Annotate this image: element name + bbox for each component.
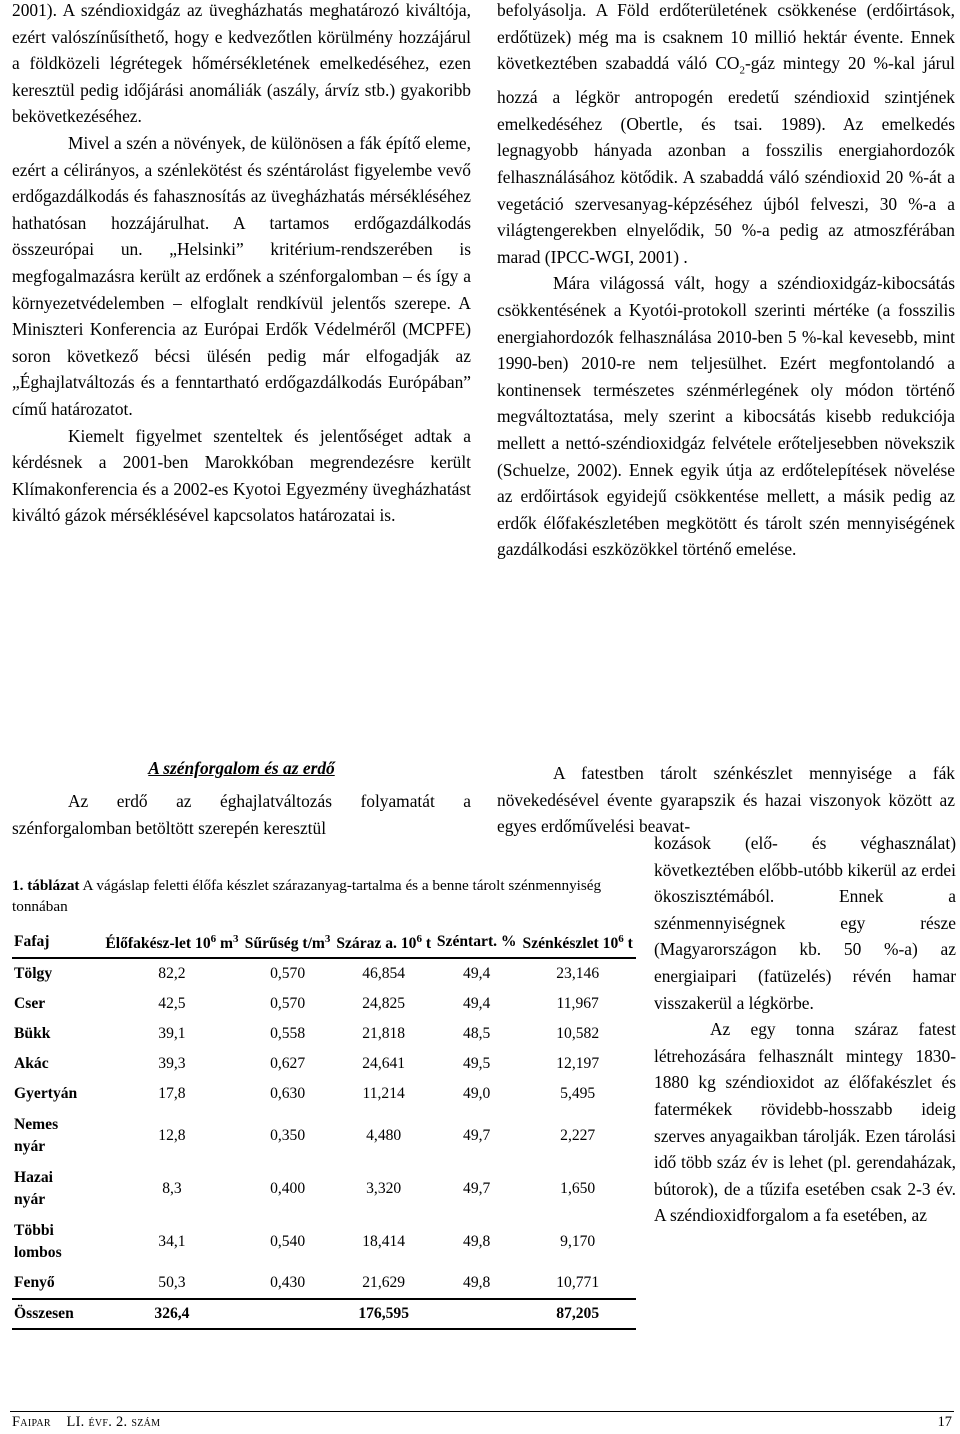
data-table — [12, 926, 636, 1330]
table-row — [12, 1215, 636, 1268]
table-caption-text: A vágáslap feletti élőfa készlet szárazanyag-tartalma és a benne tárolt szénmennyiség tonnában — [12, 877, 602, 915]
table-body — [12, 958, 636, 1329]
table-cell: 17,8 — [158, 1085, 186, 1103]
table-cell: 11,214 — [362, 1085, 405, 1103]
table-cell: 10,582 — [556, 1025, 600, 1043]
co2-subscript: 2 — [739, 64, 745, 77]
paragraph-right-1-part-b: -gáz mintegy 20 %-kal járul hozzá a légkör antropogén eredetű széndioxid szintjének emelkedéséhez (Obertle, és tsai. 1989). Az emelkedés legnagyobb hányada azonban a fosszilis energiahordozók felhasználásához kötődik. A szabaddá váló széndioxid 20 %-át a vegetáció szervesanyag-képzéséhez újból felveszi, 30 %-a a világtengerekben elnyelődik, 50 %-a pedig az atmoszférában marad (IPCC-WGI, 2001) . — [497, 53, 955, 267]
table-cell: 3,320 — [366, 1179, 402, 1197]
header-fafaj: Fafaj — [14, 933, 50, 951]
header-szaraz-sup: 6 — [416, 933, 422, 945]
table-cell-species: Nemes nyár — [14, 1115, 59, 1155]
header-elofa-unit-sup: 3 — [233, 933, 239, 945]
right-column-narrow-text — [654, 830, 956, 1229]
right-column-text — [497, 0, 955, 563]
header-suruseg-sup: 3 — [324, 933, 331, 945]
table-header-row — [12, 926, 636, 958]
table-cell: 0,627 — [270, 1055, 306, 1073]
table-cell: 21,629 — [362, 1274, 406, 1292]
header-szenkeszlet-text: Szénkészlet 10 — [522, 935, 619, 953]
header-szaraz-text: Száraz a. 10 — [336, 935, 417, 953]
header-szaraz-unit: t — [421, 935, 432, 953]
header-elofa-unit: m — [216, 935, 234, 953]
table-cell: 0,570 — [270, 995, 306, 1013]
table-cell: 50,3 — [158, 1274, 186, 1292]
table-cell: 12,8 — [158, 1126, 186, 1144]
table-cell: 42,5 — [158, 995, 186, 1013]
table-cell: 49,7 — [463, 1179, 491, 1197]
paragraph-right-1-part-a: befolyásolja. A Föld erdőterületének csökkenése (erdőirtások, erdőtüzek) még ma is csaknem 10 millió hektár évente. Ennek következtében szabaddá váló CO — [497, 0, 955, 74]
table-cell: 24,641 — [362, 1055, 406, 1073]
table-cell: 49,7 — [463, 1126, 491, 1144]
table-cell: 46,854 — [362, 965, 406, 983]
table-cell: 23,146 — [556, 965, 600, 983]
header-szenkeszlet — [519, 926, 636, 958]
table-cell-species: Gyertyán — [14, 1085, 78, 1103]
table-cell: 12,197 — [556, 1055, 600, 1073]
table-cell: 39,1 — [158, 1025, 186, 1043]
table-cell: 0,570 — [270, 965, 306, 983]
table-cell: 1,650 — [560, 1179, 596, 1197]
paragraph-right-1 — [497, 0, 955, 270]
table-cell: 4,480 — [366, 1126, 402, 1144]
paragraph-left-4: Az erdő az éghajlatváltozás folyamatát a szénforgalomban betöltött szerepén keresztül — [12, 791, 471, 838]
table-cell: 21,818 — [362, 1025, 406, 1043]
table-cell: 8,3 — [162, 1179, 182, 1197]
header-suruseg — [242, 926, 333, 958]
table-cell: 49,0 — [463, 1085, 491, 1103]
table-caption — [12, 875, 632, 917]
table-row — [12, 1079, 636, 1109]
paragraph-right-4: Az egy tonna száraz fatest létrehozására felhasznált mintegy 1830-1880 kg széndioxidot az élőfakészlet és fatermékek rövidebb-hosszabb ideig szerves anyagaikban tárolják. Ezen tárolási idő több száz év is lehet (pl. gerendaházak, bútorok), de a tűzifa esetében csak 2-3 év. A széndioxidforgalom a fa esetében, az — [654, 1019, 956, 1226]
table-cell: 176,595 — [358, 1305, 410, 1323]
table-cell — [434, 1299, 519, 1329]
header-elofa-sup: 6 — [210, 933, 217, 945]
paragraph-left-1: 2001). A széndioxidgáz az üvegházhatás meghatározó kiváltója, ezért valószínűsíthető, hogy e kedvezőtlen körülmény hozzájárul a földközeli légrétegek hőmérsékletének emelkedéséhez, ezen keresztül pedig időjárási anomáliák (aszály, árvíz stb.) gyakoribb bekövetkezéséhez. — [12, 0, 471, 127]
table-cell-species: Fenyő — [14, 1274, 55, 1292]
footer-journal-info — [12, 1414, 160, 1431]
table-cell: 49,4 — [463, 965, 491, 983]
table-cell: 0,558 — [270, 1025, 306, 1043]
table-cell: 87,205 — [556, 1305, 600, 1323]
table-cell: 0,540 — [270, 1232, 306, 1250]
table-cell: 82,2 — [158, 965, 186, 983]
header-elofa — [102, 926, 242, 958]
table-cell: 24,825 — [362, 995, 406, 1013]
table-cell: 34,1 — [158, 1232, 186, 1250]
paragraph-left-2: Mivel a szén a növények, de különösen a fák építő eleme, ezért a célirányos, a szénlekötést és széntárolást figyelembe vevő erdőgazdálkodás és fahasznosítás az üvegházhatás mérsékléséhez hathatósan hozzájárulhat. A tartamos erdőgazdálkodás összeurópai un. „Helsinki” kritérium-rendszerében is megfogalmazásra került az erdőnek a szénforgalomban – és így a környezetvédelemben – elfoglalt rendkívül jelentős szerepe. A Miniszteri Konferencia az Európai Erdők Védelméről (MCPFE) soron következő bécsi ülésén pedig már elfogadják az „Éghajlatváltozás és a fenntartható erdőgazdálkodás Európában” című határozatot. — [12, 132, 471, 419]
table-cell: 0,430 — [270, 1274, 306, 1292]
table-cell-species: Hazai nyár — [14, 1168, 53, 1208]
header-szenkeszlet-sup: 6 — [618, 933, 624, 945]
table-cell: 9,170 — [560, 1232, 596, 1250]
page-number: 17 — [937, 1414, 952, 1430]
table-cell: 0,630 — [270, 1085, 306, 1103]
header-szaraz — [333, 926, 434, 958]
table-cell: 18,414 — [362, 1232, 406, 1250]
table-cell-species: Bükk — [14, 1025, 51, 1043]
footer-journal: Faipar — [12, 1414, 51, 1430]
footer-volume: LI. évf. 2. szám — [66, 1414, 161, 1430]
header-suruseg-text: Sűrűség t/m — [244, 935, 325, 953]
table-cell: 0,350 — [270, 1126, 306, 1144]
table-cell-species: Tölgy — [14, 965, 53, 983]
table-cell-species: Többi lombos — [14, 1221, 62, 1261]
table-cell-species: Akác — [14, 1055, 49, 1073]
table-cell — [242, 1299, 333, 1329]
table-cell: 5,495 — [560, 1085, 596, 1103]
header-szenkeszlet-unit: t — [623, 935, 633, 953]
table-cell: 49,5 — [463, 1055, 491, 1073]
header-elofa-text: Élőfakész-let 10 — [105, 935, 211, 953]
left-column-text — [12, 0, 471, 529]
section-heading: A szénforgalom és az erdő — [148, 758, 335, 778]
paragraph-right-3-wide: A fatestben tárolt szénkészlet mennyisége a fák növekedésével évente gyarapszik és hazai viszonyok között az egyes erdőművelési beavat- — [497, 763, 955, 837]
table-cell: 11,967 — [556, 995, 599, 1013]
table-cell-species: Cser — [14, 995, 46, 1013]
table-caption-label: 1. táblázat — [12, 877, 80, 894]
table-row — [12, 1019, 636, 1049]
table-total-row — [12, 1299, 636, 1329]
paragraph-right-2: Mára világossá vált, hogy a széndioxidgáz-kibocsátás csökkentésének a Kyotói-protokoll szerinti mértéke (a fosszilis energiahordozók felhasználása 2010-ben 5 %-kal kevesebb, mint 1990-ben) 2010-re nem teljesülhet. Ezért megfontolandó a kontinensek természetes szénmérlegének oly módon történő megváltoztatása, mely szerint a kibocsátás kisebb redukciója mellett a nettó-széndioxidgáz felvétele erőteljesebben növekszik (Schuelze, 2002). Ennek egyik útja az erdőtelepítések növelése az erdőirtások egyidejű csökkentése mellett, a másik pedig az erdők élőfakészletében megkötött és tárolt szén mennyiségének gazdálkodási eszközökkel történő emelése. — [497, 273, 955, 560]
table-row — [12, 1049, 636, 1079]
table-cell: 10,771 — [556, 1274, 600, 1292]
table-row — [12, 958, 636, 989]
header-szentart: Széntart. % — [436, 933, 517, 951]
table-cell: 39,3 — [158, 1055, 186, 1073]
table-row — [12, 1162, 636, 1215]
table-row — [12, 989, 636, 1019]
table-cell: 49,8 — [463, 1274, 491, 1292]
paragraph-right-3-narrow: kozások (elő- és véghasználat) következtében előbb-utóbb kikerül az erdei ökoszisztémából. Ennek a szénmennyiségnek egy része (Magyarországon kb. 50 %-a) az energiaipari (fatüzelés) révén hamar visszakerül a légkörbe. — [654, 833, 956, 1013]
table-header — [12, 926, 636, 958]
table-cell: 326,4 — [154, 1305, 190, 1323]
table-cell: 48,5 — [463, 1025, 491, 1043]
table-cell: 2,227 — [560, 1126, 596, 1144]
table-cell-species: Összesen — [14, 1305, 74, 1323]
paragraph-left-3: Kiemelt figyelmet szenteltek és jelentőséget adtak a kérdésnek a 2001-ben Marokkóban megrendezésre került Klímakonferencia és a 2002-es Kyotoi Egyezmény üvegházhatást kiváltó gázok mérséklésével kapcsolatos határozatai is. — [12, 425, 471, 526]
table-cell: 49,4 — [463, 995, 491, 1013]
table-cell: 0,400 — [270, 1179, 306, 1197]
table-row — [12, 1109, 636, 1162]
footer-divider — [10, 1411, 954, 1412]
table-row — [12, 1268, 636, 1299]
table-cell: 49,8 — [463, 1232, 491, 1250]
